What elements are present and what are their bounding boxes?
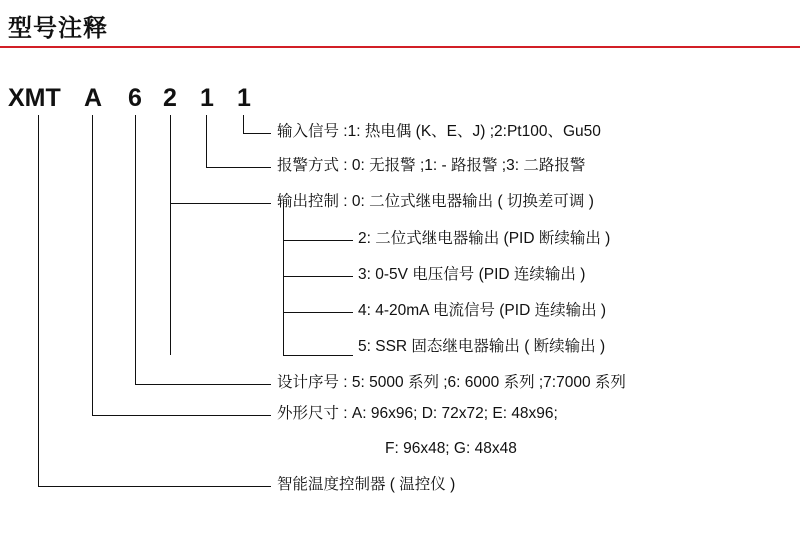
annotation-input-signal: 输入信号 :1: 热电偶 (K、E、J) ;2:Pt100、Gu50 [277, 123, 601, 140]
leader-output-sub-hline-4 [283, 312, 353, 313]
leader-input-hline [243, 133, 271, 134]
title-divider [0, 46, 800, 48]
code-char-xmt: XMT [8, 84, 61, 112]
page-title: 型号注释 [8, 15, 108, 42]
annotation-output-control-5: 5: SSR 固态继电器输出 ( 断续输出 ) [358, 338, 606, 355]
code-char-1-alarm: 1 [200, 84, 214, 112]
annotation-alarm-mode: 报警方式 : 0: 无报警 ;1: - 路报警 ;3: 二路报警 [277, 157, 586, 174]
annotation-design-series: 设计序号 : 5: 5000 系列 ;6: 6000 系列 ;7:7000 系列 [277, 374, 626, 391]
leader-output-sub-hline-3 [283, 276, 353, 277]
leader-dimensions-vline [92, 115, 93, 415]
leader-alarm-hline [206, 167, 271, 168]
annotation-product-type: 智能温度控制器 ( 温控仪 ) [277, 476, 456, 493]
code-char-1-input: 1 [237, 84, 251, 112]
leader-series-hline [135, 384, 271, 385]
annotation-output-control-2: 2: 二位式继电器输出 (PID 断续输出 ) [358, 230, 611, 247]
annotation-dimensions-2: F: 96x48; G: 48x48 [385, 440, 517, 457]
code-char-a: A [84, 84, 103, 112]
leader-output-hline [170, 203, 271, 204]
leader-input-vline [243, 115, 244, 133]
code-char-2: 2 [163, 84, 177, 112]
leader-product-vline [38, 115, 39, 486]
leader-alarm-vline [206, 115, 207, 167]
code-char-6: 6 [128, 84, 142, 112]
leader-dimensions-hline [92, 415, 271, 416]
leader-output-sub-hline-5 [283, 355, 353, 356]
annotation-dimensions: 外形尺寸 : A: 96x96; D: 72x72; E: 48x96; [277, 405, 558, 422]
leader-output-sub-vline [283, 203, 284, 355]
leader-output-vline [170, 115, 171, 355]
leader-output-sub-hline-2 [283, 240, 353, 241]
leader-product-hline [38, 486, 271, 487]
annotation-output-control: 输出控制 : 0: 二位式继电器输出 ( 切换差可调 ) [277, 193, 594, 210]
annotation-output-control-3: 3: 0-5V 电压信号 (PID 连续输出 ) [358, 266, 586, 283]
annotation-output-control-4: 4: 4-20mA 电流信号 (PID 连续输出 ) [358, 302, 607, 319]
leader-series-vline [135, 115, 136, 384]
